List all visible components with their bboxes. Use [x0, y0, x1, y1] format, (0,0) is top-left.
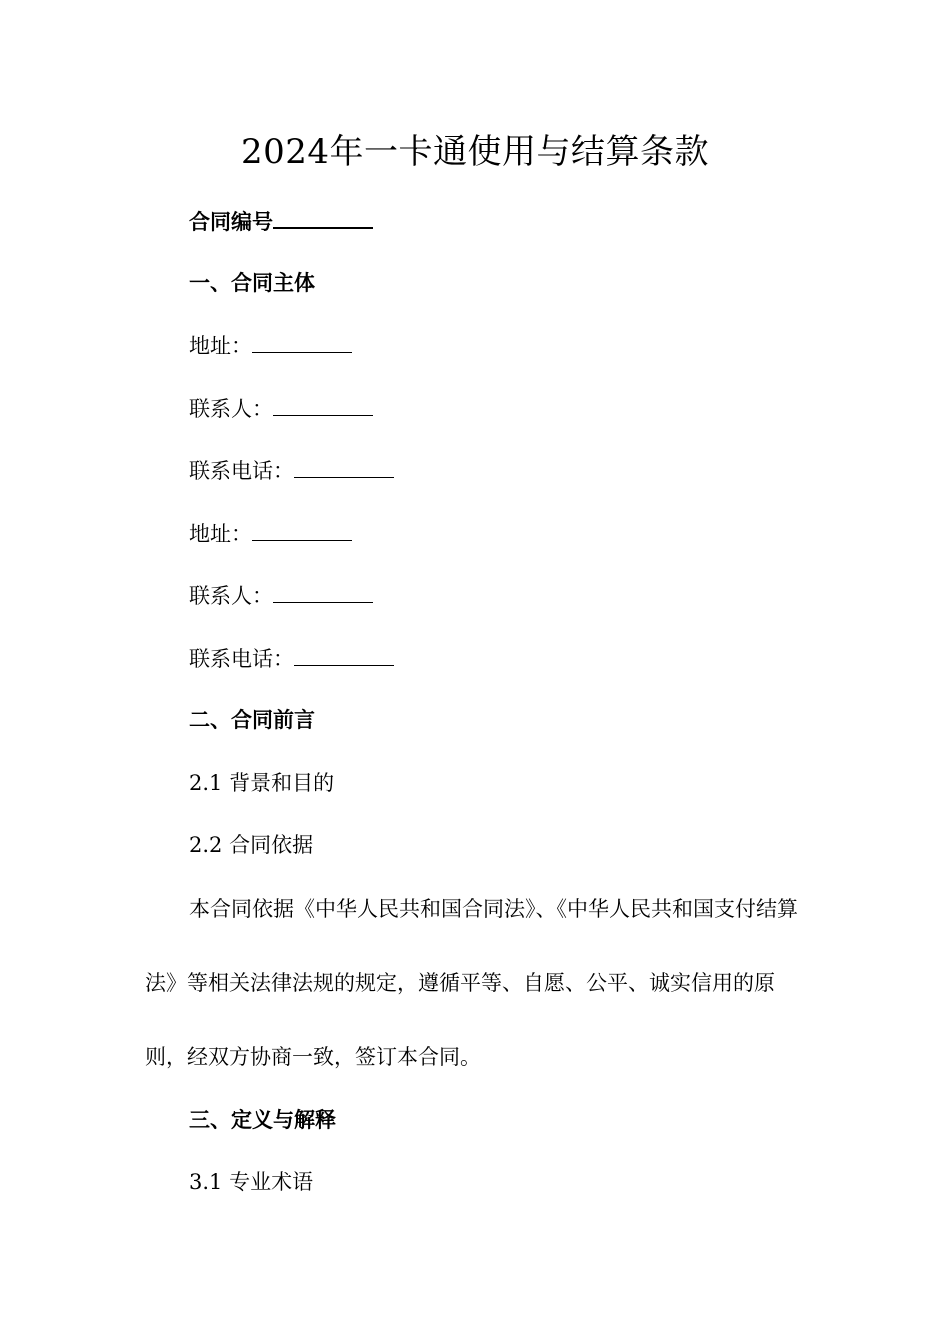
phone-blank	[294, 643, 394, 666]
section-2-heading: 二、合同前言	[189, 707, 315, 732]
address-blank	[252, 518, 352, 541]
contract-number-label: 合同编号	[189, 209, 273, 234]
address-label: 地址：	[189, 334, 252, 358]
party-a-address-line	[189, 330, 352, 361]
party-a-phone-line	[189, 455, 394, 486]
contact-label: 联系人：	[189, 584, 273, 608]
contact-label: 联系人：	[189, 397, 273, 421]
party-b-contact-line	[189, 580, 373, 611]
item-3-1: 3.1 专业术语	[189, 1170, 314, 1194]
item-2-2: 2.2 合同依据	[189, 833, 314, 857]
section-1-heading: 一、合同主体	[189, 270, 315, 295]
basis-paragraph: 本合同依据《中华人民共和国合同法》、《中华人民共和国支付结算法》等相关法律法规的规定，遵循平等、自愿、公平、诚实信用的原则，经双方协商一致，签订本合同。	[145, 897, 798, 1069]
contract-number-line	[189, 205, 373, 237]
party-a-contact-line	[189, 393, 373, 424]
address-blank	[252, 330, 352, 353]
item-2-1: 2.1 背景和目的	[189, 771, 335, 795]
contact-blank	[273, 393, 373, 416]
contract-number-blank	[273, 205, 373, 229]
phone-label: 联系电话：	[189, 459, 294, 483]
phone-blank	[294, 455, 394, 478]
party-b-phone-line	[189, 643, 394, 674]
address-label: 地址：	[189, 522, 252, 546]
contact-blank	[273, 580, 373, 603]
party-b-address-line	[189, 518, 352, 549]
section-3-heading: 三、定义与解释	[189, 1107, 336, 1132]
phone-label: 联系电话：	[189, 647, 294, 671]
document-title: 2024年一卡通使用与结算条款	[240, 132, 710, 172]
